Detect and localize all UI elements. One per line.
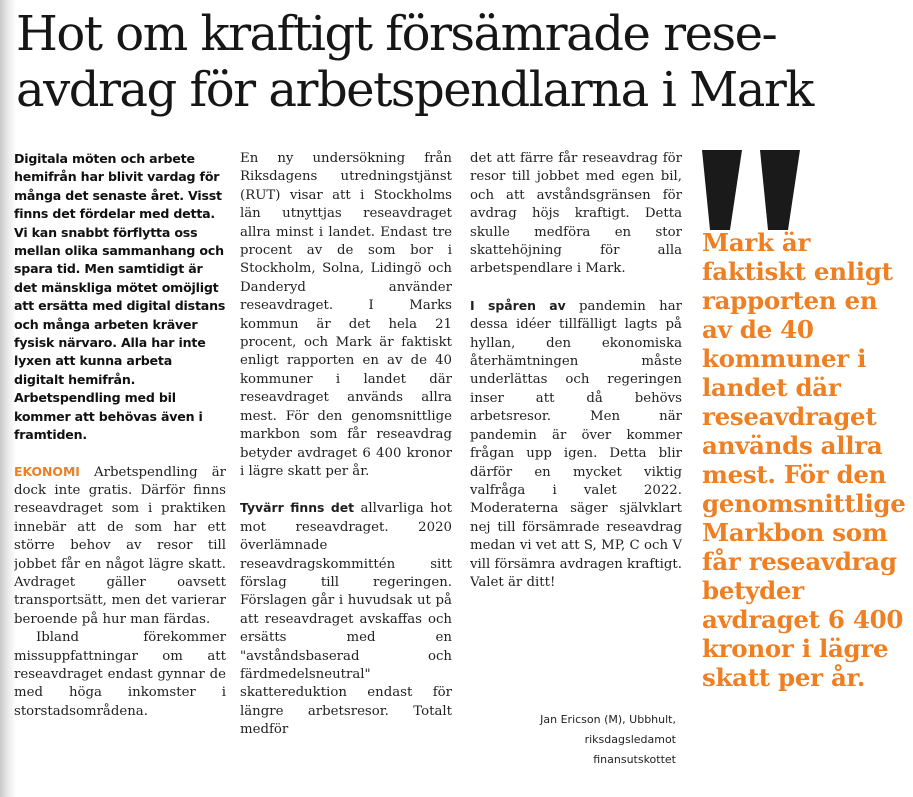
pull-quote: Mark är faktiskt enligt rapporten en av de 40 kommuner i landet där reseavdraget används allra mest. För den genomsnittlige Markbon som får reseavdrag betyder avdraget 6 400 kronor i lägre skatt per år. [702,228,906,692]
article-column-3 [470,150,682,790]
paragraph-undersokning: En ny undersökning från Riksdagens utredningstjänst (RUT) visar att i Stockholms län utnyttjas reseavdraget allra minst i landet. Endast tre procent av de som bor i Stockholm, Solna, Lidingö och Danderyd använder reseavdraget. I Marks kommun är det hela 21 procent, och Mark är faktiskt enligt rapporten en av de 40 kommuner i landet där reseavdraget används allra mest. För den genomsnittlige markbon som får reseavdrag betyder avdraget 6 400 kronor i lägre skatt per år. [240,151,452,479]
run-in-heading: Tyvärr finns det [240,500,355,516]
quote-mark-icon [700,150,804,230]
article-lead: Digitala möten och arbete hemifrån har blivit vardag för många det senaste året. Visst finns det fördelar med detta. Vi kan snabbt förflytta oss mellan olika sammanhang och spara tid. Men samtidigt är det mänskliga mötet omöjligt att ersätta med digital distans och många arbeten kräver fysisk närvaro. Alla har inte lyxen att kunna arbeta digitalt hemifrån. Arbetspendling med bil kommer att behövas även i framtiden. [14,151,226,443]
signature-line: finansutskottet [593,753,676,766]
article-headline: Hot om kraftigt försämrade rese-avdrag för arbetspendlarna i Mark [16,6,813,118]
paragraph-text: Arbetspendling är dock inte gratis. Därför finns reseavdraget som i praktiken innebär att de som har ett större behov av resor till jobbet får en något lägre skatt. Avdraget gäller oavsett transportsätt, men det varierar beroende på hur man färdas. [14,464,226,627]
article-column-2 [240,150,452,790]
article-column-1 [14,150,226,790]
section-kicker: EKONOMI [14,463,80,479]
paragraph-hot [240,499,452,739]
paragraph-ekonomi [14,463,226,630]
author-signature [480,710,676,770]
paragraph-text: allvarliga hot mot reseavdraget. 2020 överlämnade reseavdragskommittén sitt förslag till regeringen. Förslagen går i huvudsak ut på att reseavdraget avskaffas och ersätts med en "avståndsbaserad och färdmedelsneutral" skattereduktion endast för längre arbetsresor. Totalt medför [240,501,452,738]
signature-line: Jan Ericson (M), Ubbhult, [540,713,676,726]
run-in-heading: I spåren av [470,297,566,313]
signature-line: riksdagsledamot [584,733,676,746]
paragraph-sparen [470,297,682,593]
paragraph-missuppfattningar: Ibland förekommer missuppfattningar om att reseavdraget endast gynnar de med höga inkomster i storstadsområdena. [14,630,226,719]
paragraph-hot-continued: det att färre får reseavdrag för resor till jobbet med egen bil, och att avståndsgränsen för avdrag höjs kraftigt. Detta skulle medföra en stor skattehöjning för alla arbetspendlare i Mark. [470,151,682,277]
paragraph-text: pandemin har dessa idéer tillfälligt lagts på hyllan, den ekonomiska återhämtningen måste underlättas och regeringen inser att då behövs arbetsresor. Men när pandemin är över kommer frågan upp igen. Detta blir därför en mycket viktig valfråga i valet 2022. Moderaterna säger självklart nej till försämrade reseavdrag medan vi vet att S, MP, C och V vill försämra avdragen kraftigt. Valet är ditt! [470,298,682,590]
